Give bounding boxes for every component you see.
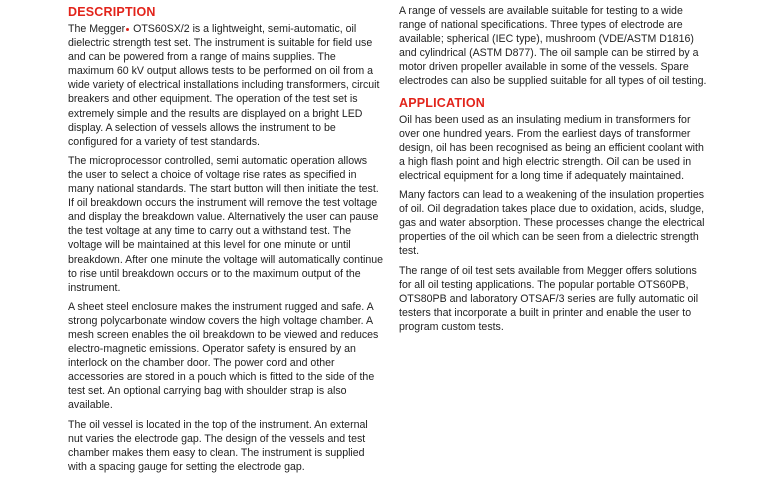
- left-column: [68, 4, 384, 479]
- application-paragraph-1: Oil has been used as an insulating medium in transformers for over one hundred years. From the earliest days of transformer design, oil has been recognised as being an efficient coolant with a high flash point and high electric strength. Oil can be used in electrical equipment for a long time if adequately maintained.: [399, 113, 704, 182]
- application-heading: APPLICATION: [399, 95, 485, 110]
- description-paragraph-1-start: The: [68, 23, 87, 35]
- description-paragraph-5: A range of vessels are available suitable for testing to a wide range of national specifications. Three types of electrode are available; spherical (IEC type), mushroom (VDE/ASTM D1816) and cylindrical (ASTM D877). The oil sample can be stirred by a motor driven propeller available in some of the vessels. Spare electrodes can also be supplied suitable for all types of oil testing.: [399, 5, 707, 88]
- description-paragraph-4: The oil vessel is located in the top of the instrument. An external nut varies the electrode gap. The design of the vessels and test chamber makes them easy to clean. The instrument is supplied with a spacing gauge for setting the electrode gap.: [68, 418, 368, 473]
- description-paragraph-1: [68, 22, 384, 149]
- description-heading: DESCRIPTION: [68, 5, 156, 19]
- description-paragraph-2: The microprocessor controlled, semi automatic operation allows the user to select a choice of voltage rise rates as specified in many national standards. The start button will then initiate the test. If oil breakdown occurs the instrument will remove the test voltage and display the breakdown value. Alternatively the user can pause the test voltage at any time to carry out a withstand test. The voltage will be maintained at this level for one minute or until breakdown. After one minute the voltage will automatically continue to rise until breakdown occurs or to the maximum output of the instrument.: [68, 154, 384, 294]
- right-column: [399, 4, 711, 339]
- application-paragraph-2: Many factors can lead to a weakening of the insulation properties of oil. Oil degradation takes place due to oxidation, acids, sludge, gas and water absorption. These processes change the electrical properties of the oil which can be seen from a dielectric strength test.: [399, 189, 705, 258]
- brand-name: Megger: [89, 23, 126, 35]
- application-paragraph-3: The range of oil test sets available from Megger offers solutions for all oil testing applications. The popular portable OTS60PB, OTS80PB and laboratory OTSAF/3 series are fully automatic oil testers that incorporate a built in printer and enable the user to program custom tests.: [399, 264, 699, 333]
- description-paragraph-1-rest: OTS60SX/2 is a lightweight, semi-automatic, oil dielectric strength test set. The instrument is suitable for field use and can be powered from a range of mains supplies. The maximum 60 kV output allows tests to be performed on oil from a wide variety of electrical installations including transformers, circuit breakers and other equipment. The operation of the test set is extremely simple and the results are displayed on a bright LED display. A selection of vessels allows the instrument to be configured for a variety of test standards.: [68, 23, 380, 148]
- brand-dot-icon: [126, 28, 129, 31]
- description-paragraph-3: A sheet steel enclosure makes the instrument rugged and safe. A strong polycarbonate window covers the high voltage chamber. A mesh screen enables the oil breakdown to be viewed and reduces electro-magnetic emissions. Operator safety is ensured by an interlock on the chamber door. The power cord and other accessories are stored in a pouch which is fitted to the side of the test set. An optional carrying bag with shoulder strap is also available.: [68, 300, 379, 412]
